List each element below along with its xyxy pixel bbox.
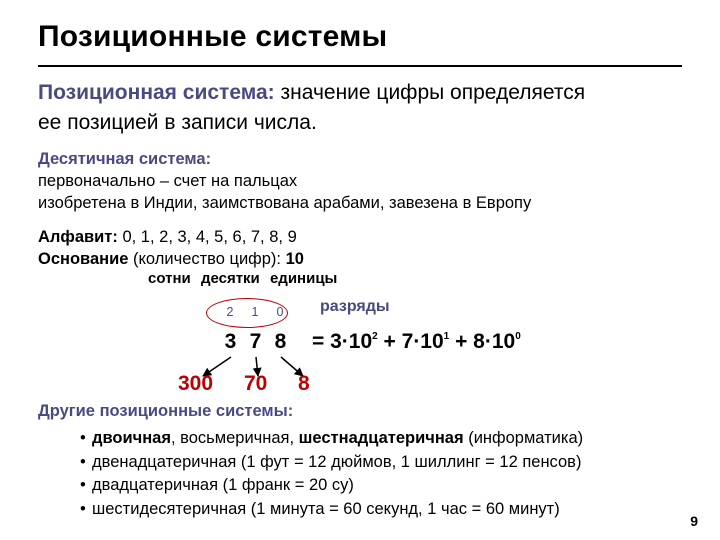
formula-exponent: 1 — [443, 331, 450, 342]
list-item-text: (информатика) — [463, 429, 584, 447]
place-tens: десятки — [200, 270, 260, 287]
formula-term: = 3·10 — [312, 330, 373, 353]
contribution-hundreds: 300 — [178, 372, 214, 395]
list-item-bold: шестнадцатеричная — [298, 429, 464, 447]
place-units: единицы — [269, 270, 338, 287]
contribution-tens: 70 — [244, 372, 268, 395]
formula-term: + 8·10 — [449, 330, 516, 353]
positions-label: разряды — [320, 298, 390, 315]
list-item-text: , восьмеричная, — [170, 429, 299, 447]
base-value: 10 — [285, 250, 304, 268]
formula-exponent: 2 — [372, 331, 378, 342]
decimal-line-1: первоначально – счет на пальцах — [38, 172, 298, 190]
other-systems-list — [92, 427, 583, 521]
list-item-bold: двоичная — [92, 429, 171, 447]
place-hundreds: сотни — [148, 270, 191, 287]
base-text: (количество цифр): — [128, 250, 286, 268]
number-digit: 3 — [224, 330, 237, 353]
list-item: • двенадцатеричная (1 фут = 12 дюймов, 1 шиллинг = 12 пенсов) — [92, 451, 583, 475]
formula-term: + 7·10 — [377, 330, 444, 353]
list-item: • двадцатеричная (1 франк = 20 су) — [92, 474, 583, 498]
definition-term: Позиционная система: — [38, 81, 275, 104]
alphabet-value: 0, 1, 2, 3, 4, 5, 6, 7, 8, 9 — [117, 228, 297, 246]
slide-title: Позиционные системы — [38, 20, 388, 53]
position-index: 2 — [226, 305, 235, 319]
number-digit: 7 — [249, 330, 262, 353]
contribution-units: 8 — [298, 372, 310, 395]
decimal-line-2: изобретена в Индии, заимствована арабами, завезена в Европу — [38, 194, 532, 212]
position-index: 0 — [276, 305, 285, 319]
decimal-heading: Десятичная система: — [38, 150, 212, 168]
formula-exponent: 0 — [515, 331, 521, 342]
number-digit: 8 — [274, 330, 287, 353]
list-item: • шестидесятеричная (1 минута = 60 секунд, 1 час = 60 минут) — [92, 498, 583, 522]
page-number: 9 — [690, 513, 698, 529]
list-item — [92, 427, 583, 451]
definition-text-2: ее позицией в записи числа. — [38, 111, 317, 134]
position-index: 1 — [251, 305, 260, 319]
alphabet-label: Алфавит: — [38, 228, 118, 246]
other-systems-heading: Другие позиционные системы: — [38, 402, 294, 420]
definition-text-1: значение цифры определяется — [274, 81, 586, 104]
base-label: Основание — [38, 250, 129, 268]
